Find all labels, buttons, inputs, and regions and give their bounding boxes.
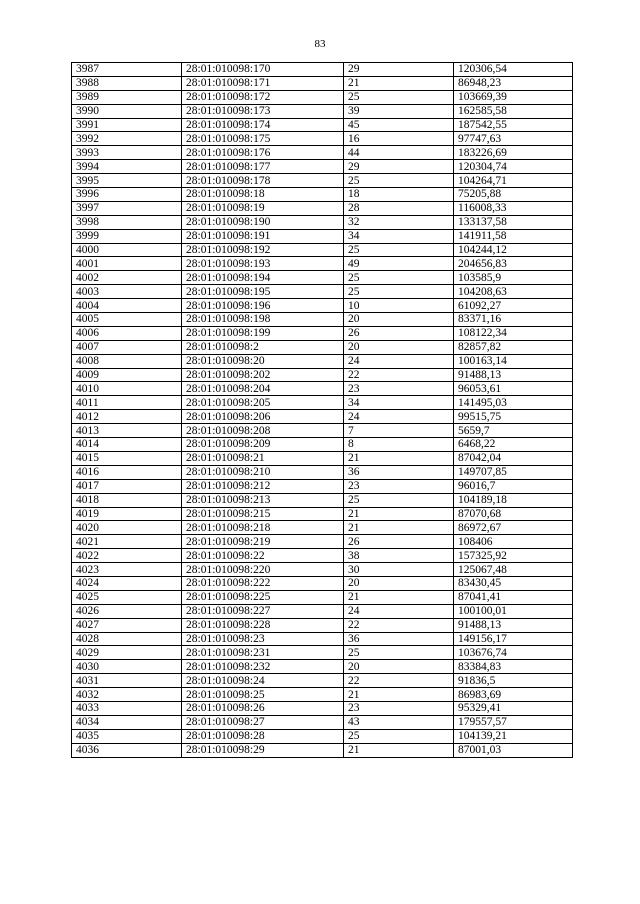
table-row (72, 688, 573, 702)
row-number-cell: 4030 (72, 660, 182, 674)
cadastral-number-cell: 28:01:010098:198 (182, 313, 344, 327)
area-cell: 32 (344, 215, 454, 229)
row-number-cell: 4008 (72, 354, 182, 368)
row-number-cell: 3992 (72, 132, 182, 146)
cadastral-number-cell: 28:01:010098:227 (182, 604, 344, 618)
area-cell: 20 (344, 340, 454, 354)
area-cell: 16 (344, 132, 454, 146)
row-number-cell: 3996 (72, 188, 182, 202)
cadastral-number-cell: 28:01:010098:174 (182, 118, 344, 132)
cadastral-number-cell: 28:01:010098:25 (182, 688, 344, 702)
row-number-cell: 4002 (72, 271, 182, 285)
value-cell: 96016,7 (454, 479, 573, 493)
value-cell: 91488,13 (454, 368, 573, 382)
table-row (72, 299, 573, 313)
area-cell: 25 (344, 646, 454, 660)
value-cell: 108122,34 (454, 326, 573, 340)
cadastral-number-cell: 28:01:010098:28 (182, 729, 344, 743)
row-number-cell: 4022 (72, 549, 182, 563)
value-cell: 104208,63 (454, 285, 573, 299)
table-row (72, 535, 573, 549)
area-cell: 20 (344, 576, 454, 590)
area-cell: 34 (344, 229, 454, 243)
value-cell: 108406 (454, 535, 573, 549)
area-cell: 25 (344, 90, 454, 104)
row-number-cell: 4013 (72, 424, 182, 438)
table-row (72, 188, 573, 202)
area-cell: 25 (344, 243, 454, 257)
cadastral-number-cell: 28:01:010098:190 (182, 215, 344, 229)
row-number-cell: 4036 (72, 743, 182, 757)
table-row (72, 410, 573, 424)
area-cell: 29 (344, 63, 454, 77)
table-row (72, 326, 573, 340)
area-cell: 30 (344, 563, 454, 577)
value-cell: 87042,04 (454, 451, 573, 465)
row-number-cell: 4020 (72, 521, 182, 535)
row-number-cell: 4005 (72, 313, 182, 327)
row-number-cell: 4024 (72, 576, 182, 590)
table-row (72, 632, 573, 646)
table-row (72, 618, 573, 632)
row-number-cell: 4018 (72, 493, 182, 507)
area-cell: 21 (344, 507, 454, 521)
value-cell: 141495,03 (454, 396, 573, 410)
area-cell: 20 (344, 660, 454, 674)
row-number-cell: 4017 (72, 479, 182, 493)
value-cell: 104189,18 (454, 493, 573, 507)
area-cell: 25 (344, 493, 454, 507)
value-cell: 6468,22 (454, 438, 573, 452)
table-row (72, 743, 573, 757)
value-cell: 99515,75 (454, 410, 573, 424)
value-cell: 183226,69 (454, 146, 573, 160)
area-cell: 25 (344, 729, 454, 743)
table-row (72, 160, 573, 174)
row-number-cell: 4004 (72, 299, 182, 313)
cadastral-number-cell: 28:01:010098:231 (182, 646, 344, 660)
table-row (72, 382, 573, 396)
value-cell: 5659,7 (454, 424, 573, 438)
cadastral-number-cell: 28:01:010098:20 (182, 354, 344, 368)
value-cell: 83371,16 (454, 313, 573, 327)
table-row (72, 215, 573, 229)
area-cell: 44 (344, 146, 454, 160)
area-cell: 21 (344, 743, 454, 757)
row-number-cell: 3999 (72, 229, 182, 243)
value-cell: 96053,61 (454, 382, 573, 396)
value-cell: 100163,14 (454, 354, 573, 368)
cadastral-number-cell: 28:01:010098:177 (182, 160, 344, 174)
cadastral-number-cell: 28:01:010098:195 (182, 285, 344, 299)
cadastral-number-cell: 28:01:010098:194 (182, 271, 344, 285)
value-cell: 75205,88 (454, 188, 573, 202)
cadastral-number-cell: 28:01:010098:199 (182, 326, 344, 340)
area-cell: 10 (344, 299, 454, 313)
table-row (72, 313, 573, 327)
area-cell: 23 (344, 701, 454, 715)
table-row (72, 646, 573, 660)
area-cell: 21 (344, 76, 454, 90)
area-cell: 49 (344, 257, 454, 271)
table-row (72, 576, 573, 590)
area-cell: 21 (344, 521, 454, 535)
row-number-cell: 4007 (72, 340, 182, 354)
table-row (72, 451, 573, 465)
value-cell: 187542,55 (454, 118, 573, 132)
cadastral-number-cell: 28:01:010098:212 (182, 479, 344, 493)
table-row (72, 715, 573, 729)
value-cell: 149707,85 (454, 465, 573, 479)
value-cell: 104264,71 (454, 174, 573, 188)
row-number-cell: 4009 (72, 368, 182, 382)
row-number-cell: 4033 (72, 701, 182, 715)
cadastral-number-cell: 28:01:010098:23 (182, 632, 344, 646)
table-row (72, 243, 573, 257)
cadastral-number-cell: 28:01:010098:193 (182, 257, 344, 271)
value-cell: 86983,69 (454, 688, 573, 702)
area-cell: 21 (344, 451, 454, 465)
row-number-cell: 4026 (72, 604, 182, 618)
value-cell: 125067,48 (454, 563, 573, 577)
table-row (72, 549, 573, 563)
table-row (72, 90, 573, 104)
area-cell: 24 (344, 410, 454, 424)
value-cell: 120306,54 (454, 63, 573, 77)
table-row (72, 174, 573, 188)
cadastral-number-cell: 28:01:010098:29 (182, 743, 344, 757)
table-row (72, 285, 573, 299)
table-row (72, 479, 573, 493)
cadastral-number-cell: 28:01:010098:205 (182, 396, 344, 410)
area-cell: 43 (344, 715, 454, 729)
registry-table (71, 62, 573, 758)
row-number-cell: 4001 (72, 257, 182, 271)
table-row (72, 701, 573, 715)
value-cell: 149156,17 (454, 632, 573, 646)
value-cell: 141911,58 (454, 229, 573, 243)
table-row (72, 63, 573, 77)
value-cell: 83384,83 (454, 660, 573, 674)
area-cell: 36 (344, 465, 454, 479)
cadastral-number-cell: 28:01:010098:215 (182, 507, 344, 521)
row-number-cell: 4028 (72, 632, 182, 646)
row-number-cell: 4029 (72, 646, 182, 660)
table-row (72, 201, 573, 215)
cadastral-number-cell: 28:01:010098:202 (182, 368, 344, 382)
cadastral-number-cell: 28:01:010098:21 (182, 451, 344, 465)
value-cell: 95329,41 (454, 701, 573, 715)
cadastral-number-cell: 28:01:010098:218 (182, 521, 344, 535)
area-cell: 34 (344, 396, 454, 410)
table-row (72, 132, 573, 146)
table-row (72, 257, 573, 271)
cadastral-number-cell: 28:01:010098:220 (182, 563, 344, 577)
cadastral-number-cell: 28:01:010098:176 (182, 146, 344, 160)
value-cell: 103585,9 (454, 271, 573, 285)
area-cell: 18 (344, 188, 454, 202)
cadastral-number-cell: 28:01:010098:208 (182, 424, 344, 438)
cadastral-number-cell: 28:01:010098:26 (182, 701, 344, 715)
table-row (72, 340, 573, 354)
area-cell: 29 (344, 160, 454, 174)
table-row (72, 76, 573, 90)
table-row (72, 729, 573, 743)
table-row (72, 146, 573, 160)
table-row (72, 465, 573, 479)
area-cell: 23 (344, 479, 454, 493)
cadastral-number-cell: 28:01:010098:225 (182, 590, 344, 604)
value-cell: 87070,68 (454, 507, 573, 521)
value-cell: 179557,57 (454, 715, 573, 729)
table-row (72, 604, 573, 618)
value-cell: 103669,39 (454, 90, 573, 104)
row-number-cell: 4016 (72, 465, 182, 479)
row-number-cell: 4035 (72, 729, 182, 743)
value-cell: 104244,12 (454, 243, 573, 257)
area-cell: 25 (344, 285, 454, 299)
cadastral-number-cell: 28:01:010098:18 (182, 188, 344, 202)
area-cell: 25 (344, 271, 454, 285)
area-cell: 24 (344, 604, 454, 618)
row-number-cell: 4012 (72, 410, 182, 424)
area-cell: 38 (344, 549, 454, 563)
cadastral-number-cell: 28:01:010098:206 (182, 410, 344, 424)
table-row (72, 660, 573, 674)
cadastral-number-cell: 28:01:010098:175 (182, 132, 344, 146)
value-cell: 91488,13 (454, 618, 573, 632)
page-number: 83 (314, 38, 326, 50)
area-cell: 36 (344, 632, 454, 646)
value-cell: 120304,74 (454, 160, 573, 174)
row-number-cell: 4014 (72, 438, 182, 452)
table-row (72, 493, 573, 507)
table-row (72, 368, 573, 382)
area-cell: 21 (344, 590, 454, 604)
cadastral-number-cell: 28:01:010098:172 (182, 90, 344, 104)
row-number-cell: 3988 (72, 76, 182, 90)
value-cell: 116008,33 (454, 201, 573, 215)
row-number-cell: 4003 (72, 285, 182, 299)
cadastral-number-cell: 28:01:010098:219 (182, 535, 344, 549)
table-row (72, 590, 573, 604)
row-number-cell: 4021 (72, 535, 182, 549)
value-cell: 104139,21 (454, 729, 573, 743)
cadastral-number-cell: 28:01:010098:2 (182, 340, 344, 354)
area-cell: 21 (344, 688, 454, 702)
area-cell: 22 (344, 368, 454, 382)
row-number-cell: 4019 (72, 507, 182, 521)
value-cell: 87001,03 (454, 743, 573, 757)
row-number-cell: 4000 (72, 243, 182, 257)
cadastral-number-cell: 28:01:010098:222 (182, 576, 344, 590)
cadastral-number-cell: 28:01:010098:228 (182, 618, 344, 632)
cadastral-number-cell: 28:01:010098:22 (182, 549, 344, 563)
cadastral-number-cell: 28:01:010098:19 (182, 201, 344, 215)
table-row (72, 354, 573, 368)
row-number-cell: 4006 (72, 326, 182, 340)
area-cell: 8 (344, 438, 454, 452)
area-cell: 39 (344, 104, 454, 118)
row-number-cell: 4031 (72, 674, 182, 688)
area-cell: 22 (344, 618, 454, 632)
row-number-cell: 4034 (72, 715, 182, 729)
table-row (72, 229, 573, 243)
row-number-cell: 4011 (72, 396, 182, 410)
table-row (72, 674, 573, 688)
table-row (72, 118, 573, 132)
row-number-cell: 4010 (72, 382, 182, 396)
area-cell: 23 (344, 382, 454, 396)
row-number-cell: 4015 (72, 451, 182, 465)
area-cell: 7 (344, 424, 454, 438)
table-row (72, 396, 573, 410)
row-number-cell: 3994 (72, 160, 182, 174)
row-number-cell: 3995 (72, 174, 182, 188)
value-cell: 61092,27 (454, 299, 573, 313)
cadastral-number-cell: 28:01:010098:24 (182, 674, 344, 688)
row-number-cell: 3991 (72, 118, 182, 132)
cadastral-number-cell: 28:01:010098:170 (182, 63, 344, 77)
value-cell: 87041,41 (454, 590, 573, 604)
value-cell: 204656,83 (454, 257, 573, 271)
row-number-cell: 3997 (72, 201, 182, 215)
table-row (72, 438, 573, 452)
area-cell: 26 (344, 535, 454, 549)
area-cell: 45 (344, 118, 454, 132)
row-number-cell: 3993 (72, 146, 182, 160)
value-cell: 157325,92 (454, 549, 573, 563)
row-number-cell: 4032 (72, 688, 182, 702)
row-number-cell: 3989 (72, 90, 182, 104)
value-cell: 162585,58 (454, 104, 573, 118)
value-cell: 133137,58 (454, 215, 573, 229)
area-cell: 25 (344, 174, 454, 188)
cadastral-number-cell: 28:01:010098:173 (182, 104, 344, 118)
row-number-cell: 3990 (72, 104, 182, 118)
table-row (72, 563, 573, 577)
value-cell: 97747,63 (454, 132, 573, 146)
value-cell: 83430,45 (454, 576, 573, 590)
value-cell: 100100,01 (454, 604, 573, 618)
row-number-cell: 3998 (72, 215, 182, 229)
value-cell: 86972,67 (454, 521, 573, 535)
value-cell: 86948,23 (454, 76, 573, 90)
value-cell: 82857,82 (454, 340, 573, 354)
value-cell: 91836,5 (454, 674, 573, 688)
cadastral-number-cell: 28:01:010098:178 (182, 174, 344, 188)
cadastral-number-cell: 28:01:010098:191 (182, 229, 344, 243)
table-row (72, 104, 573, 118)
cadastral-number-cell: 28:01:010098:196 (182, 299, 344, 313)
table-row (72, 271, 573, 285)
cadastral-number-cell: 28:01:010098:213 (182, 493, 344, 507)
table-row (72, 424, 573, 438)
row-number-cell: 4023 (72, 563, 182, 577)
row-number-cell: 4027 (72, 618, 182, 632)
area-cell: 22 (344, 674, 454, 688)
table-row (72, 521, 573, 535)
row-number-cell: 4025 (72, 590, 182, 604)
area-cell: 28 (344, 201, 454, 215)
cadastral-number-cell: 28:01:010098:209 (182, 438, 344, 452)
area-cell: 26 (344, 326, 454, 340)
area-cell: 20 (344, 313, 454, 327)
cadastral-number-cell: 28:01:010098:192 (182, 243, 344, 257)
cadastral-number-cell: 28:01:010098:27 (182, 715, 344, 729)
table-row (72, 507, 573, 521)
cadastral-number-cell: 28:01:010098:232 (182, 660, 344, 674)
registry-table-body (72, 63, 573, 758)
row-number-cell: 3987 (72, 63, 182, 77)
cadastral-number-cell: 28:01:010098:210 (182, 465, 344, 479)
cadastral-number-cell: 28:01:010098:204 (182, 382, 344, 396)
value-cell: 103676,74 (454, 646, 573, 660)
area-cell: 24 (344, 354, 454, 368)
cadastral-number-cell: 28:01:010098:171 (182, 76, 344, 90)
